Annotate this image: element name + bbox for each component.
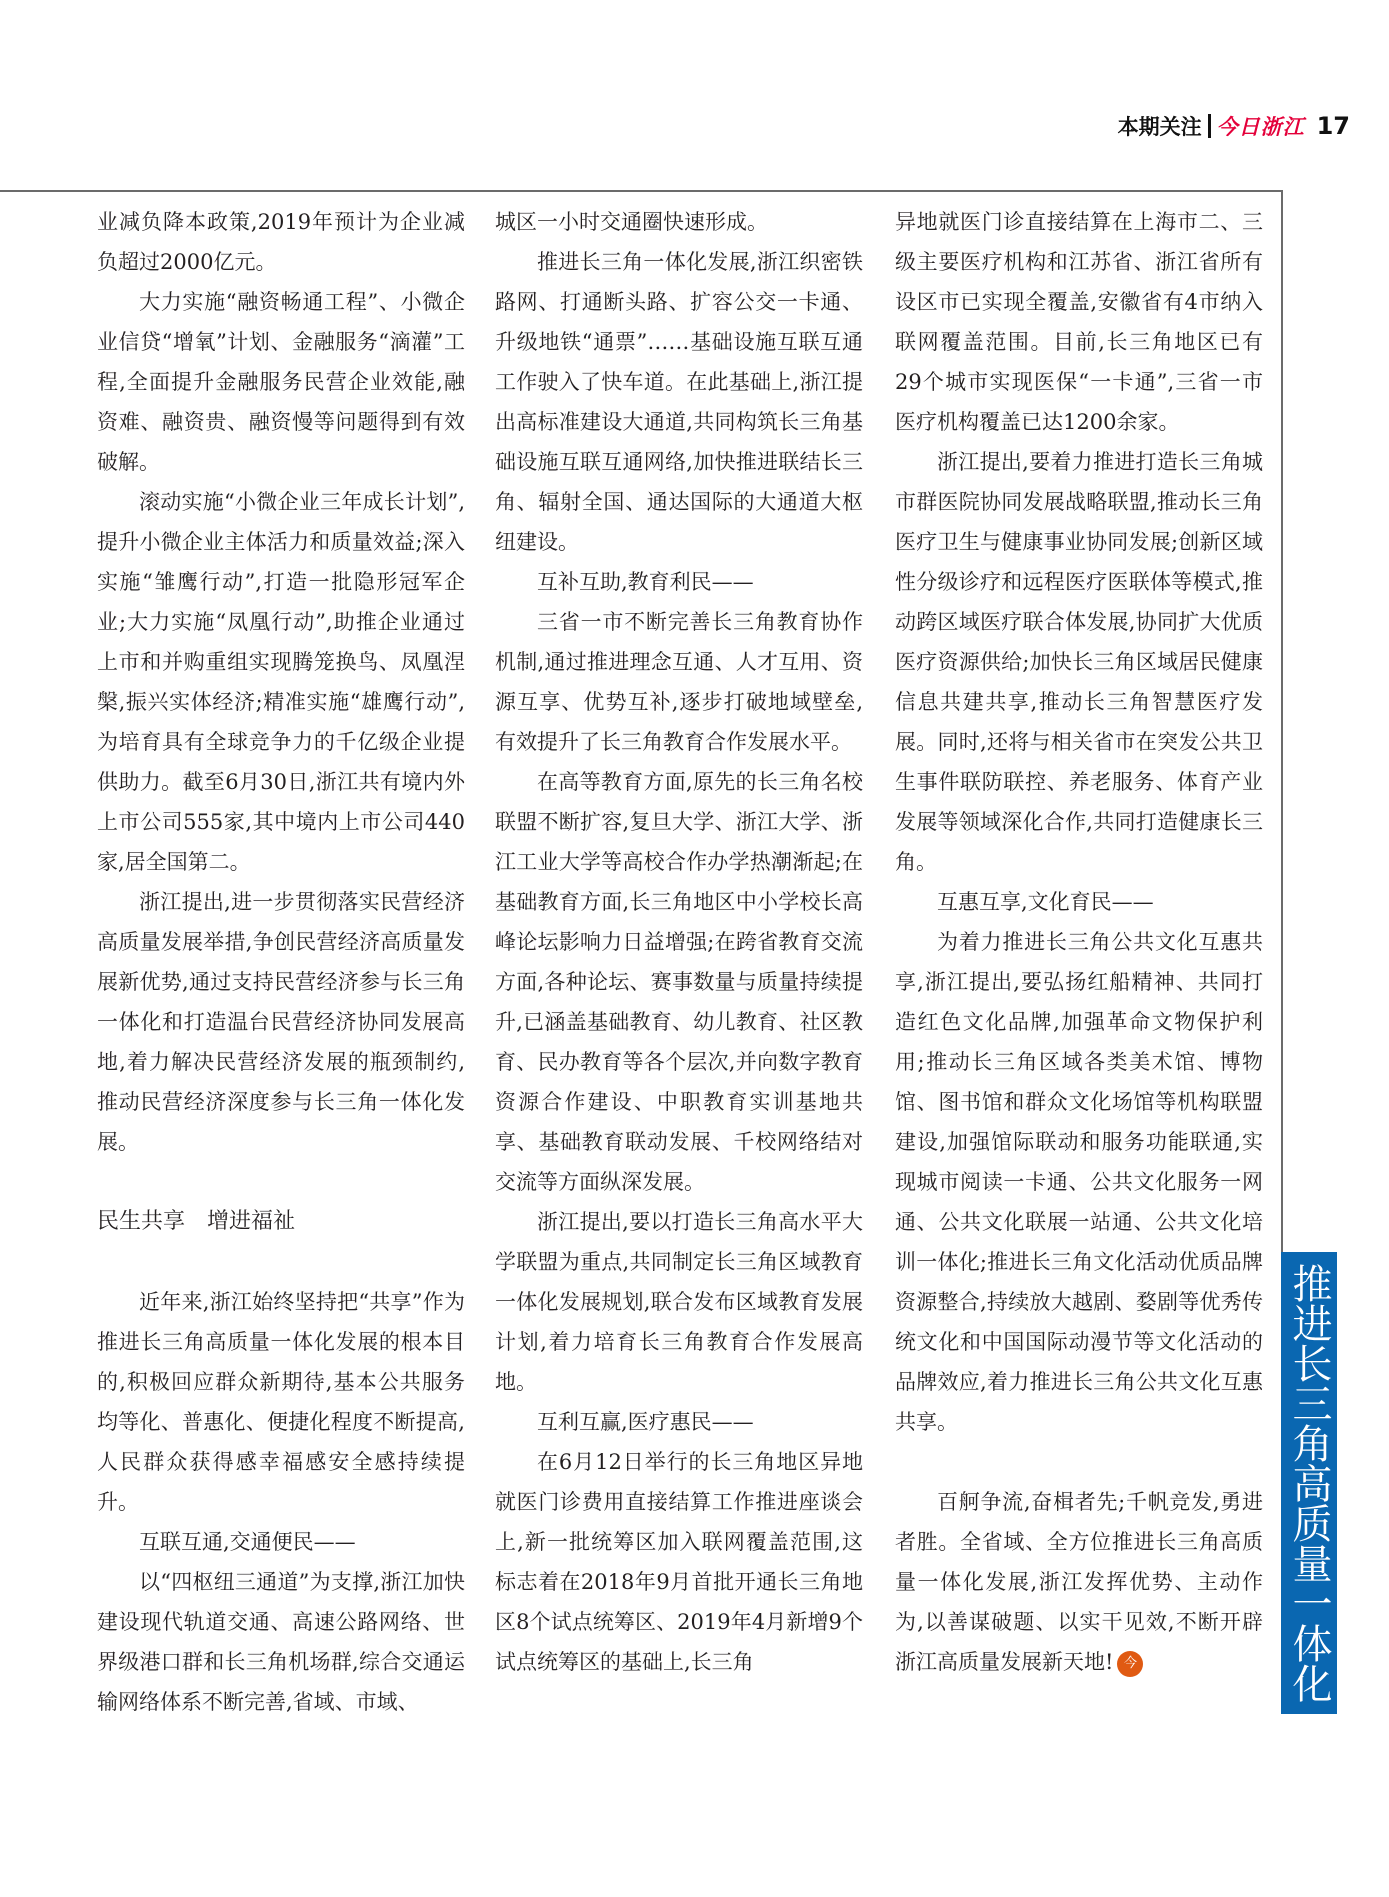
page-number: 17	[1316, 112, 1350, 140]
closing-paragraph	[895, 1482, 1263, 1682]
header-divider	[1208, 114, 1211, 138]
paragraph: 推进长三角一体化发展,浙江织密铁路网、打通断头路、扩容公交一卡通、升级地铁“通票”……基础设施互联互通工作驶入了快车道。在此基础上,浙江提出高标准建设大通道,共同构筑长三角基础设施互联互通网络,加快推进联结长三角、辐射全国、通达国际的大通道大枢纽建设。	[495, 250, 863, 554]
paragraph: 互联互通,交通便民——	[139, 1530, 356, 1554]
paragraph: 以“四枢纽三通道”为支撑,浙江加快建设现代轨道交通、高速公路网络、世界级港口群和长三角机场群,综合交通运输网络体系不断完善,省域、市域、	[97, 1570, 465, 1714]
article-column-3	[895, 202, 1263, 1682]
paragraph: 城区一小时交通圈快速形成。	[495, 210, 768, 234]
closing-text: 百舸争流,奋楫者先;千帆竞发,勇进者胜。全省域、全方位推进长三角高质量一体化发展,浙江发挥优势、主动作为,以善谋破题、以实干见效,不断开辟浙江高质量发展新天地!	[895, 1490, 1263, 1674]
paragraph: 异地就医门诊直接结算在上海市二、三级主要医疗机构和江苏省、浙江省所有设区市已实现全覆盖,安徽省有4市纳入联网覆盖范围。目前,长三角地区已有29个城市实现医保“一卡通”,三省一市医疗机构覆盖已达1200余家。	[895, 210, 1263, 434]
top-rule	[0, 190, 1283, 192]
page-header	[1010, 108, 1350, 144]
article-column-1	[97, 202, 465, 1722]
article-column-2	[495, 202, 863, 1682]
end-mark-icon: 今	[1117, 1651, 1143, 1677]
paragraph: 浙江提出,进一步贯彻落实民营经济高质量发展举措,争创民营经济高质量发展新优势,通过支持民营经济参与长三角一体化和打造温台民营经济协同发展高地,着力解决民营经济发展的瓶颈制约,推动民营经济深度参与长三角一体化发展。	[97, 890, 465, 1154]
paragraph: 浙江提出,要以打造长三角高水平大学联盟为重点,共同制定长三角区域教育一体化发展规划,联合发布区域教育发展计划,着力培育长三角教育合作发展高地。	[495, 1210, 863, 1394]
section-heading: 民生共享 增进福祉	[97, 1209, 296, 1234]
right-rule	[1281, 190, 1283, 1255]
paragraph: 滚动实施“小微企业三年成长计划”,提升小微企业主体活力和质量效益;深入实施“雏鹰行动”,打造一批隐形冠军企业;大力实施“凤凰行动”,助推企业通过上市和并购重组实现腾笼换鸟、凤凰涅槃,振兴实体经济;精准实施“雄鹰行动”,为培育具有全球竞争力的千亿级企业提供助力。截至6月30日,浙江共有境内外上市公司555家,其中境内上市公司440家,居全国第二。	[97, 490, 465, 874]
paragraph: 互惠互享,文化育民——	[937, 890, 1154, 914]
paragraph: 近年来,浙江始终坚持把“共享”作为推进长三角高质量一体化发展的根本目的,积极回应群众新期待,基本公共服务均等化、普惠化、便捷化程度不断提高,人民群众获得感幸福感安全感持续提升。	[97, 1290, 465, 1514]
paragraph: 为着力推进长三角公共文化互惠共享,浙江提出,要弘扬红船精神、共同打造红色文化品牌,加强革命文物保护利用;推动长三角区域各类美术馆、博物馆、图书馆和群众文化场馆等机构联盟建设,加强馆际联动和服务功能联通,实现城市阅读一卡通、公共文化服务一网通、公共文化联展一站通、公共文化培训一体化;推进长三角文化活动优质品牌资源整合,持续放大越剧、婺剧等优秀传统文化和中国国际动漫节等文化活动的品牌效应,着力推进长三角公共文化互惠共享。	[895, 930, 1263, 1434]
paragraph: 三省一市不断完善长三角教育协作机制,通过推进理念互通、人才互用、资源互享、优势互补,逐步打破地域壁垒,有效提升了长三角教育合作发展水平。	[495, 610, 863, 754]
paragraph: 大力实施“融资畅通工程”、小微企业信贷“增氧”计划、金融服务“滴灌”工程,全面提升金融服务民营企业效能,融资难、融资贵、融资慢等问题得到有效破解。	[97, 290, 465, 474]
paragraph: 业减负降本政策,2019年预计为企业减负超过2000亿元。	[97, 210, 465, 274]
topic-side-tab: 推进长三角高质量一体化	[1281, 1252, 1337, 1714]
section-label: 本期关注	[1117, 115, 1202, 139]
paragraph: 浙江提出,要着力推进打造长三角城市群医院协同发展战略联盟,推动长三角医疗卫生与健康事业协同发展;创新区域性分级诊疗和远程医疗医联体等模式,推动跨区域医疗联合体发展,协同扩大优质医疗资源供给;加快长三角区域居民健康信息共建共享,推动长三角智慧医疗发展。同时,还将与相关省市在突发公共卫生事件联防联控、养老服务、体育产业发展等领域深化合作,共同打造健康长三角。	[895, 450, 1263, 874]
magazine-logo: 今日浙江	[1216, 115, 1305, 139]
paragraph: 在高等教育方面,原先的长三角名校联盟不断扩容,复旦大学、浙江大学、浙江工业大学等高校合作办学热潮渐起;在基础教育方面,长三角地区中小学校长高峰论坛影响力日益增强;在跨省教育交流方面,各种论坛、赛事数量与质量持续提升,已涵盖基础教育、幼儿教育、社区教育、民办教育等各个层次,并向数字教育资源合作建设、中职教育实训基地共享、基础教育联动发展、千校网络结对交流等方面纵深发展。	[495, 770, 863, 1194]
paragraph: 互补互助,教育利民——	[537, 570, 754, 594]
paragraph: 互利互赢,医疗惠民——	[537, 1410, 754, 1434]
paragraph: 在6月12日举行的长三角地区异地就医门诊费用直接结算工作推进座谈会上,新一批统筹区加入联网覆盖范围,这标志着在2018年9月首批开通长三角地区8个试点统筹区、2019年4月新增9个试点统筹区的基础上,长三角	[495, 1450, 863, 1674]
